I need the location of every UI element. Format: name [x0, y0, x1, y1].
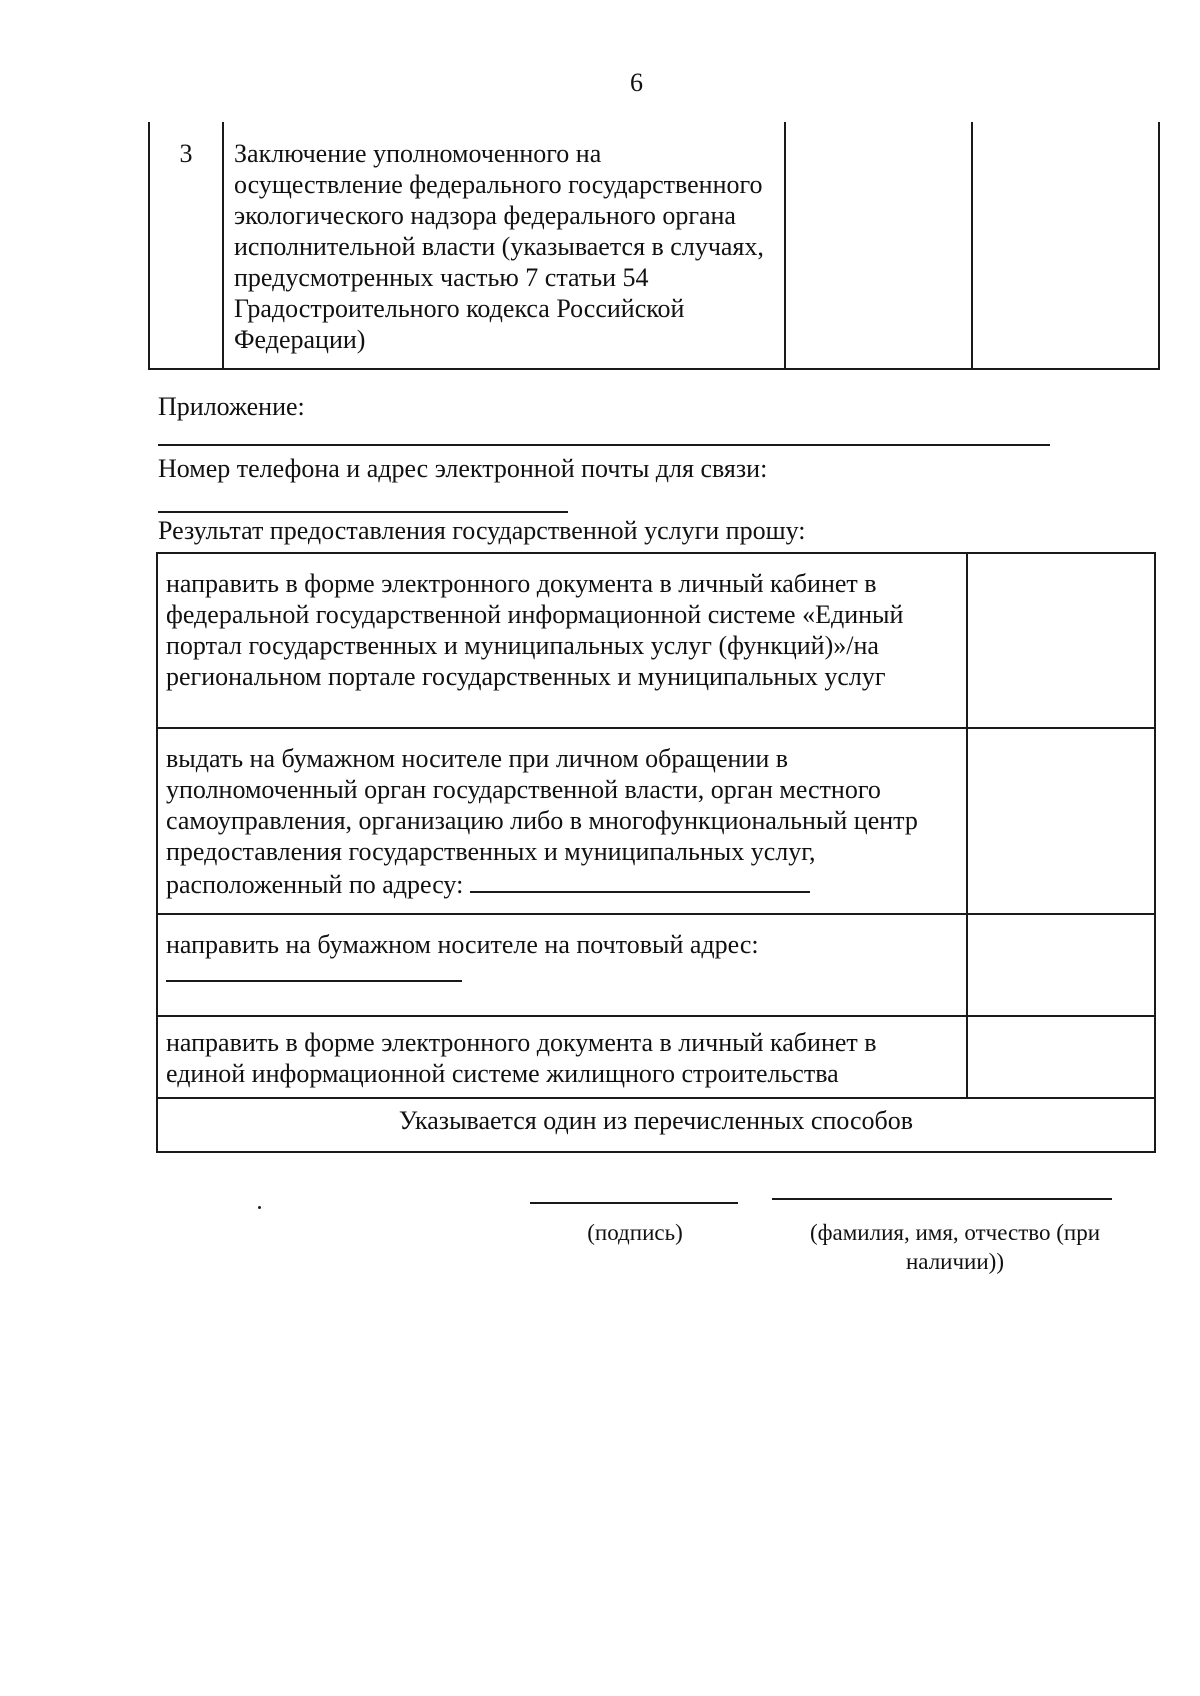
contact-line[interactable]: [158, 511, 568, 513]
signature-line[interactable]: [530, 1202, 738, 1204]
signature-caption: (подпись): [587, 1220, 683, 1245]
options-note: Указывается один из перечисленных способов: [157, 1098, 1155, 1152]
option-text: направить в форме электронного документа в личный кабинет в федеральной государственной информационной системе «Единый портал государственных и муниципальных услуг (функций)»/на региональном портале государственных и муниципальных услуг: [157, 553, 967, 728]
options-note-row: [157, 1098, 1155, 1152]
row-number: 3: [149, 122, 223, 369]
option-row: [157, 914, 1155, 1016]
name-line[interactable]: [772, 1198, 1112, 1200]
option-row: [157, 553, 1155, 728]
name-caption: (фамилия, имя, отчество (при наличии)): [809, 1220, 1101, 1274]
option-checkbox[interactable]: [967, 553, 1155, 728]
result-options-table: [156, 552, 1156, 1153]
option-text: направить на бумажном носителе на почтовый адрес:: [166, 930, 759, 959]
option-text: направить в форме электронного документа в личный кабинет в единой информационной системе жилищного строительства: [157, 1016, 967, 1098]
stray-mark: [258, 1206, 261, 1209]
option-row: [157, 1016, 1155, 1098]
result-label: Результат предоставления государственной услуги прошу:: [158, 516, 806, 545]
attachment-label: Приложение:: [158, 392, 305, 421]
page-number: 6: [630, 68, 643, 97]
option-checkbox[interactable]: [967, 1016, 1155, 1098]
address-line[interactable]: [470, 867, 810, 893]
option-checkbox[interactable]: [967, 914, 1155, 1016]
approvals-table: [148, 122, 1160, 370]
option-text: выдать на бумажном носителе при личном обращении в уполномоченный орган государственной власти, орган местного самоуправления, организацию либо в многофункциональный центр предоставления государственных и муниципальных услуг, расположенный по адресу:: [166, 744, 918, 899]
attachment-line[interactable]: [158, 444, 1050, 446]
row-description: Заключение уполномоченного на осуществление федерального государственного экологического надзора федерального органа исполнительной власти (указывается в случаях, предусмотренных частью 7 статьи 54 Градостроительного кодекса Российской Федерации): [223, 122, 785, 369]
postal-address-line[interactable]: [166, 960, 462, 982]
option-row: [157, 728, 1155, 914]
option-checkbox[interactable]: [967, 728, 1155, 914]
row-cell-a[interactable]: [785, 122, 972, 369]
option-cell: [157, 728, 967, 914]
row-cell-b[interactable]: [972, 122, 1159, 369]
option-cell: [157, 914, 967, 1016]
table-row: [149, 122, 1159, 369]
contact-label: Номер телефона и адрес электронной почты для связи:: [158, 454, 768, 483]
